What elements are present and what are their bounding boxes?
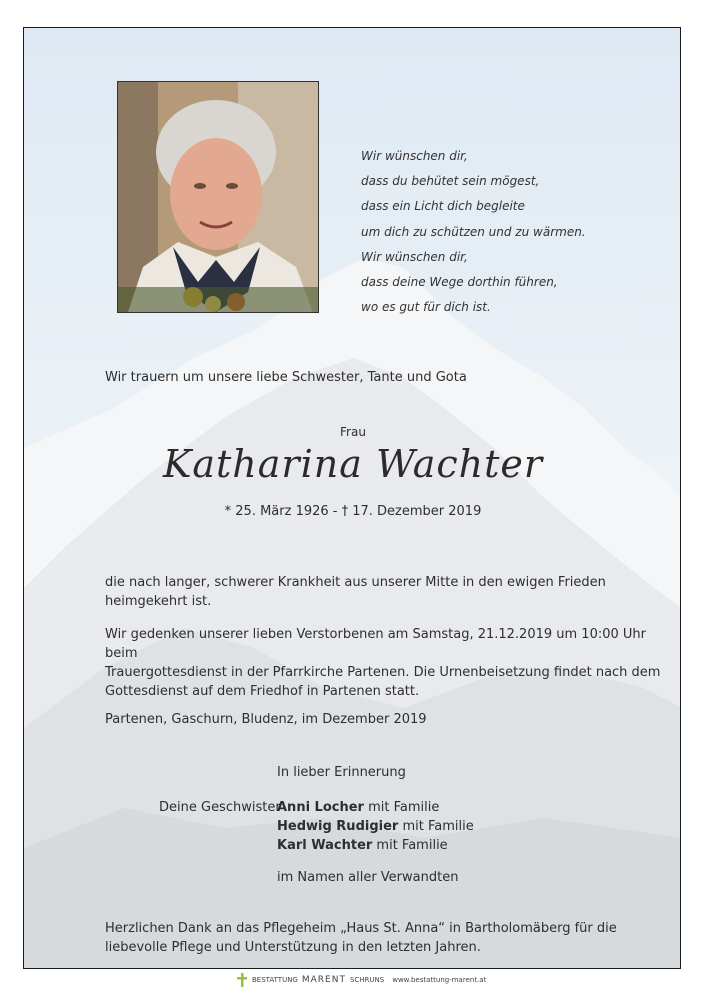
life-dates: * 25. März 1926 - † 17. Dezember 2019: [224, 504, 482, 519]
mourner-item: [277, 798, 474, 817]
poem-line: dass du behütet sein mögest,: [361, 174, 540, 189]
poem-line: wo es gut für dich ist.: [361, 300, 491, 315]
paragraph-line: Gottesdienst auf dem Friedhof in Partenen statt.: [105, 684, 420, 699]
deceased-name: Katharina Wachter: [162, 442, 544, 486]
mourner-item: [277, 836, 474, 855]
mourner-name: Hedwig Rudigier: [277, 819, 399, 834]
paragraph-line: Wir gedenken unserer lieben Verstorbenen am Samstag, 21.12.2019 um 10:00 Uhr beim: [105, 627, 647, 661]
mourner-suffix: mit Familie: [363, 800, 440, 815]
poem: [361, 144, 586, 320]
mourn-line: Wir trauern um unsere liebe Schwester, Tante und Gota: [105, 370, 467, 385]
mourners-list: [277, 798, 474, 855]
mourner-suffix: mit Familie: [398, 819, 474, 834]
thanks-line: Herzlichen Dank an das Pflegeheim „Haus St. Anna“ in Bartholomäberg für die: [105, 921, 617, 936]
footer-brand: MARENT: [301, 975, 346, 985]
paragraph-line: Trauergottesdienst in der Pfarrkirche Partenen. Die Urnenbeisetzung findet nach dem: [105, 665, 661, 680]
paragraph-line: heimgekehrt ist.: [105, 594, 212, 609]
mourner-suffix: mit Familie: [372, 838, 448, 853]
portrait-photo: [117, 81, 319, 313]
place-date: Partenen, Gaschurn, Bludenz, im Dezember 2019: [105, 712, 427, 727]
poem-line: um dich zu schützen und zu wärmen.: [361, 224, 586, 239]
poem-line: dass deine Wege dorthin führen,: [361, 275, 558, 290]
thanks-line: liebevolle Pflege und Unterstützung in den letzten Jahren.: [105, 940, 481, 955]
mourner-name: Anni Locher: [277, 800, 364, 815]
footer-website[interactable]: www.bestattung-marent.at: [392, 976, 487, 984]
paragraph-line: die nach langer, schwerer Krankheit aus unserer Mitte in den ewigen Frieden: [105, 575, 606, 590]
poem-line: dass ein Licht dich begleite: [361, 199, 525, 214]
mourner-item: [277, 817, 474, 836]
cross-logo-icon: [236, 973, 248, 987]
thanks: [105, 919, 617, 957]
footer-town: SCHRUNS: [349, 976, 385, 984]
remembrance: In lieber Erinnerung: [277, 765, 406, 780]
siblings-label: Deine Geschwister: [159, 800, 281, 815]
paragraph-1: [105, 573, 606, 611]
footer: [0, 969, 707, 999]
poem-line: Wir wünschen dir,: [361, 249, 468, 264]
footer-company: BESTATTUNG: [252, 976, 298, 984]
obituary-frame: [23, 27, 681, 969]
salutation: Frau: [340, 425, 366, 439]
paragraph-2: [105, 625, 680, 701]
poem-line: Wir wünschen dir,: [361, 149, 468, 163]
relatives-line: im Namen aller Verwandten: [277, 870, 459, 885]
mourner-name: Karl Wachter: [277, 838, 373, 853]
